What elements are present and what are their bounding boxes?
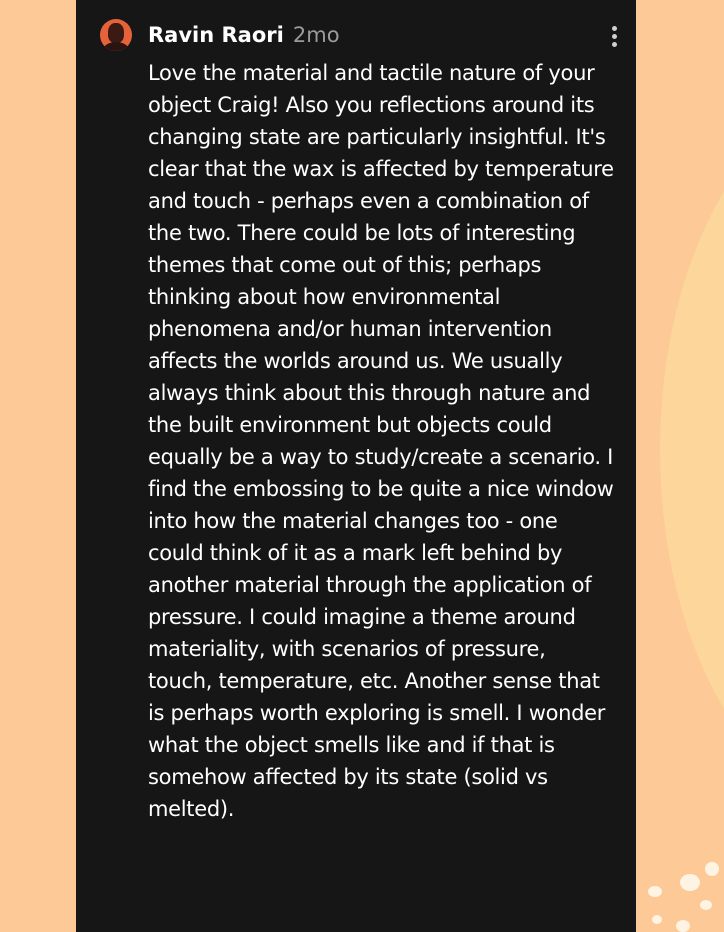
decorative-dot bbox=[648, 886, 662, 897]
ellipsis-dot bbox=[612, 26, 617, 31]
more-options-icon[interactable] bbox=[602, 20, 626, 52]
comment-header bbox=[148, 20, 340, 50]
author-name[interactable]: Ravin Raori bbox=[148, 23, 284, 47]
decorative-dot bbox=[700, 900, 712, 910]
comment-text: Love the material and tactile nature of your object Craig! Also you reflections around its changing state are particularly insightful. It's clear that the wax is affected by temperature and touch - perhaps even a combination of the two. There could be lots of interesting themes that come out of this; perhaps thinking about how environmental phenomena and/or human intervention affects the worlds around us. We usually always think about this through nature and the built environment but objects could equally be a way to study/create a scenario. I find the embossing to be quite a nice window into how the material changes too - one could think of it as a mark left behind by another material through the application of pressure. I could imagine a theme around materiality, with scenarios of pressure, touch, temperature, etc. Another sense that is perhaps worth exploring is smell. I wonder what the object smells like and if that is somehow affected by its state (solid vs melted). bbox=[148, 61, 614, 821]
background-shape bbox=[660, 90, 724, 810]
decorative-dot bbox=[705, 862, 719, 876]
comment-timestamp: 2mo bbox=[292, 23, 340, 47]
avatar-shoulders bbox=[103, 42, 129, 51]
decorative-dot bbox=[652, 915, 662, 924]
ellipsis-dot bbox=[612, 34, 617, 39]
comment-card bbox=[76, 0, 636, 932]
decorative-dot bbox=[680, 874, 700, 891]
decorative-dot bbox=[676, 920, 690, 932]
avatar-face bbox=[108, 23, 124, 43]
ellipsis-dot bbox=[612, 42, 617, 47]
avatar[interactable] bbox=[100, 19, 132, 51]
